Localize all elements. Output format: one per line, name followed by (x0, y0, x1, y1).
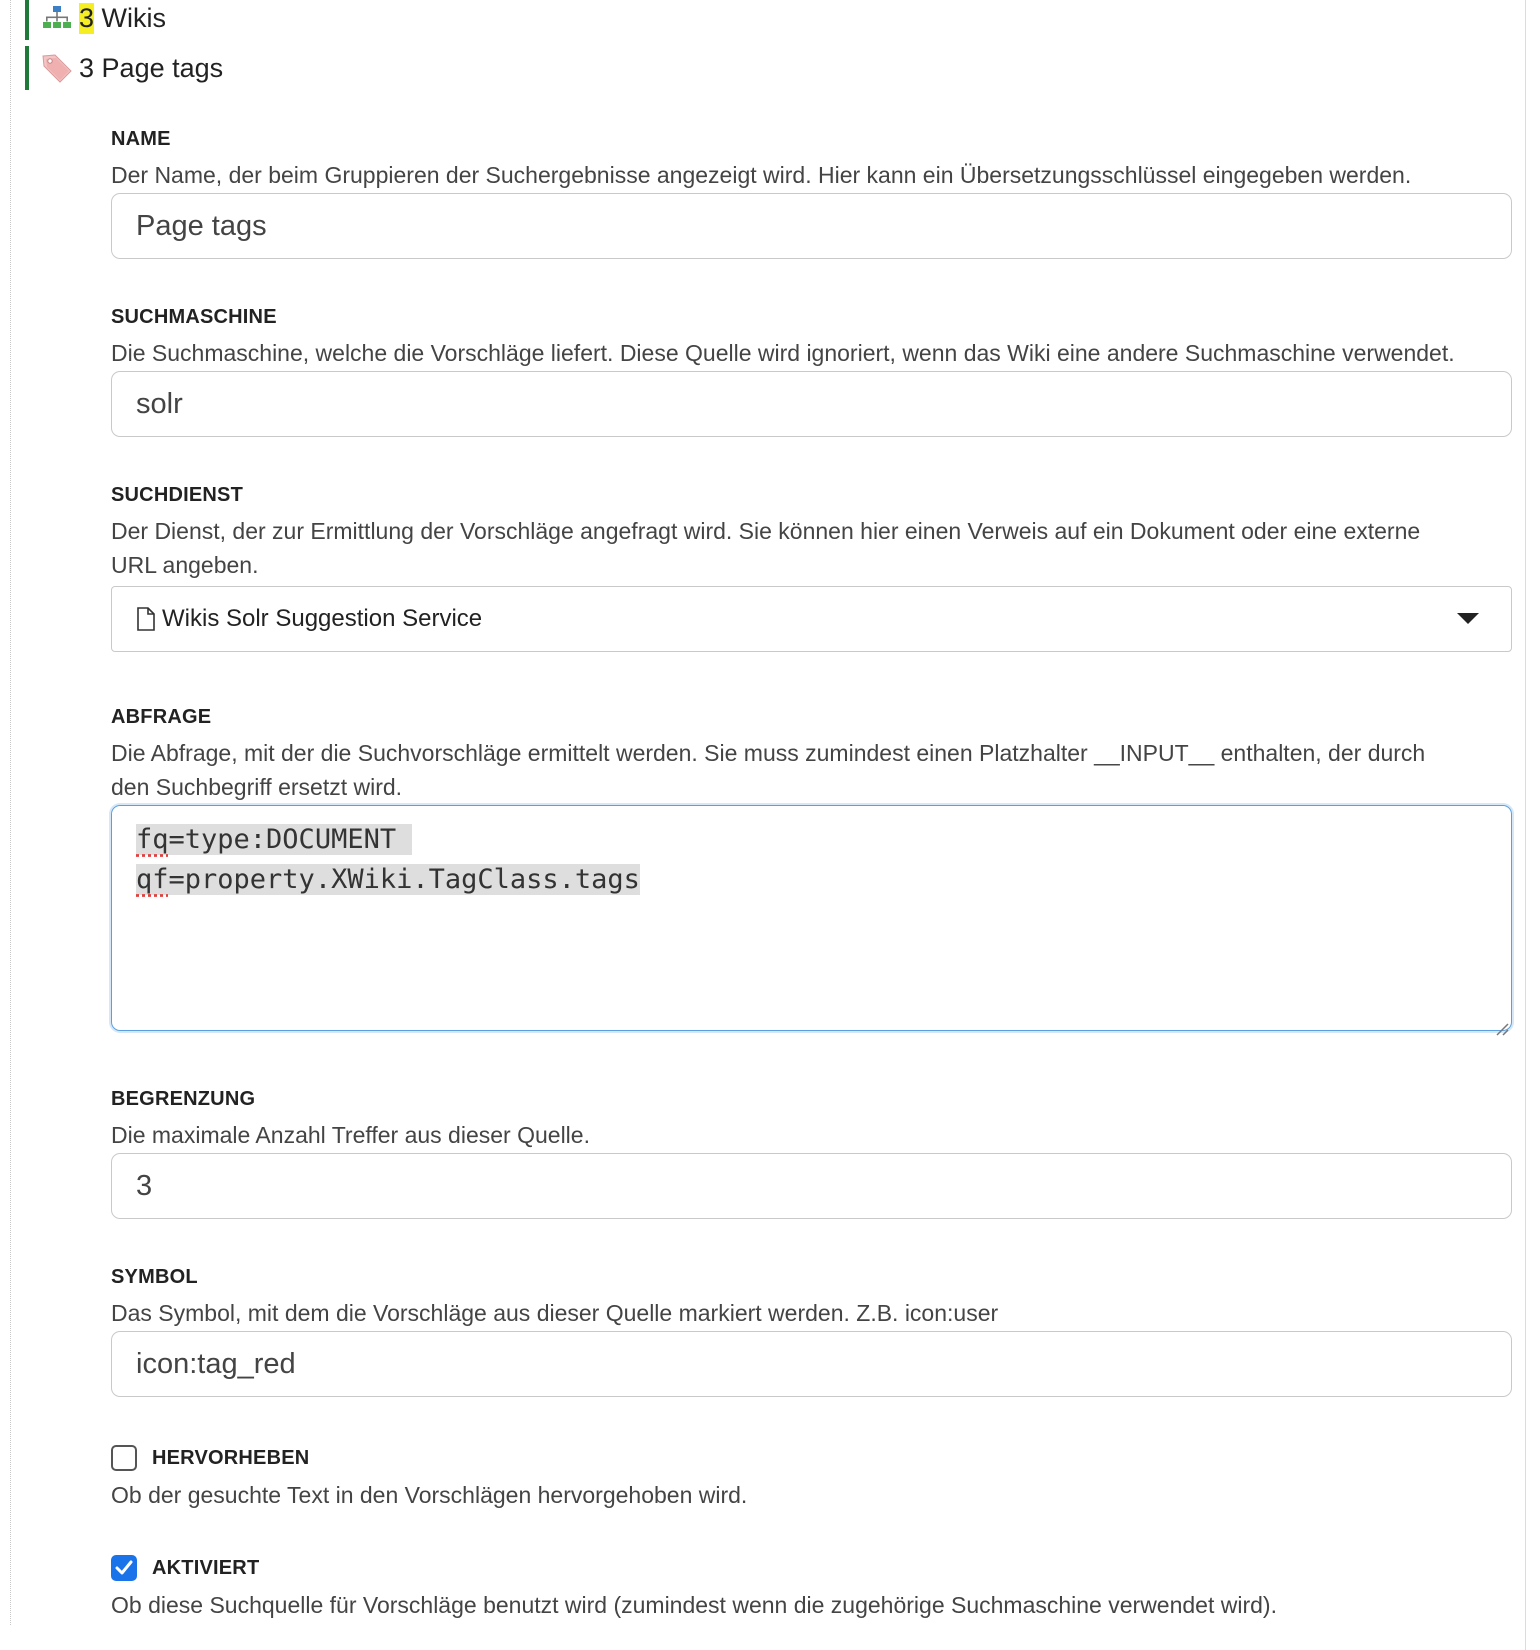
service-select[interactable] (111, 586, 1512, 652)
sitemap-icon (39, 0, 75, 36)
limit-label: BEGRENZUNG (111, 1088, 256, 1110)
active-checkbox[interactable] (111, 1555, 137, 1581)
field-highlight (111, 1442, 1512, 1512)
engine-input[interactable] (111, 371, 1512, 437)
icon-value: icon:tag_red (136, 1347, 296, 1380)
query-hint (111, 736, 1512, 804)
service-hint-line2: URL angeben. (111, 552, 259, 578)
limit-hint: Die maximale Anzahl Treffer aus dieser Quelle. (111, 1122, 590, 1148)
highlight-row (111, 1442, 1512, 1474)
query-line-2 (136, 860, 1487, 900)
service-value: Wikis Solr Suggestion Service (162, 605, 483, 632)
query-line-1-rest: =type:DOCUMENT (168, 824, 397, 855)
query-hint-line2: den Suchbegriff ersetzt wird. (111, 774, 403, 800)
query-textarea[interactable] (111, 805, 1512, 1031)
field-active (111, 1552, 1512, 1622)
icon-input[interactable] (111, 1331, 1512, 1397)
field-name (111, 125, 1512, 259)
name-value: Page tags (136, 209, 267, 242)
left-border (10, 0, 11, 1625)
wikis-label: Wikis (101, 2, 167, 33)
resize-handle-icon[interactable] (1493, 1012, 1509, 1028)
name-input[interactable] (111, 193, 1512, 259)
name-label: NAME (111, 128, 171, 150)
icon-hint: Das Symbol, mit dem die Vorschläge aus dieser Quelle markiert werden. Z.B. icon:user (111, 1300, 999, 1326)
query-line-1 (136, 820, 1487, 860)
document-icon (136, 607, 156, 631)
engine-value: solr (136, 387, 183, 420)
tree-item-wikis[interactable] (25, 0, 166, 40)
active-label[interactable]: AKTIVIERT (152, 1557, 260, 1579)
service-hint-line1: Der Dienst, der zur Ermittlung der Vorschläge angefragt wird. Sie können hier einen Verweis auf ein Dokument oder eine externe (111, 518, 1421, 544)
query-line-1-key: fq (136, 824, 169, 855)
service-label: SUCHDIENST (111, 484, 244, 506)
highlight-hint: Ob der gesuchte Text in den Vorschlägen hervorgehoben wird. (111, 1482, 748, 1508)
icon-label: SYMBOL (111, 1266, 198, 1288)
highlight-checkbox[interactable] (111, 1445, 137, 1471)
field-engine (111, 303, 1512, 437)
active-hint: Ob diese Suchquelle für Vorschläge benutzt wird (zumindest wenn die zugehörige Suchmaschine verwendet wird). (111, 1592, 1277, 1618)
right-border (1525, 0, 1526, 1650)
field-query (111, 703, 1512, 1031)
query-label: ABFRAGE (111, 706, 212, 728)
engine-hint: Die Suchmaschine, welche die Vorschläge liefert. Diese Quelle wird ignoriert, wenn das Wiki eine andere Suchmaschine verwendet. (111, 340, 1455, 366)
page-tags-count: 3 (79, 52, 95, 83)
highlight-label[interactable]: HERVORHEBEN (152, 1447, 310, 1469)
tree-item-page-tags[interactable] (25, 46, 223, 90)
checkmark-icon (115, 1560, 133, 1576)
tag-red-icon (39, 50, 75, 86)
wikis-count: 3 (79, 2, 95, 33)
name-hint: Der Name, der beim Gruppieren der Suchergebnisse angezeigt wird. Hier kann ein Übersetzungsschlüssel eingegeben werden. (111, 162, 1412, 188)
engine-label: SUCHMASCHINE (111, 306, 277, 328)
query-line-2-key: qf (136, 864, 169, 895)
field-limit (111, 1085, 1512, 1219)
query-hint-line1: Die Abfrage, mit der die Suchvorschläge ermittelt werden. Sie muss zumindest einen Platzhalter __INPUT__ enthalten, der durch (111, 740, 1426, 766)
field-service (111, 481, 1512, 652)
service-hint (111, 514, 1512, 582)
active-row (111, 1552, 1512, 1584)
field-icon (111, 1263, 1512, 1397)
limit-input[interactable] (111, 1153, 1512, 1219)
query-line-2-rest: =property.XWiki.TagClass.tags (168, 864, 640, 895)
page-tags-label: Page tags (101, 52, 224, 83)
limit-value: 3 (136, 1169, 153, 1202)
caret-down-icon (1457, 613, 1479, 624)
